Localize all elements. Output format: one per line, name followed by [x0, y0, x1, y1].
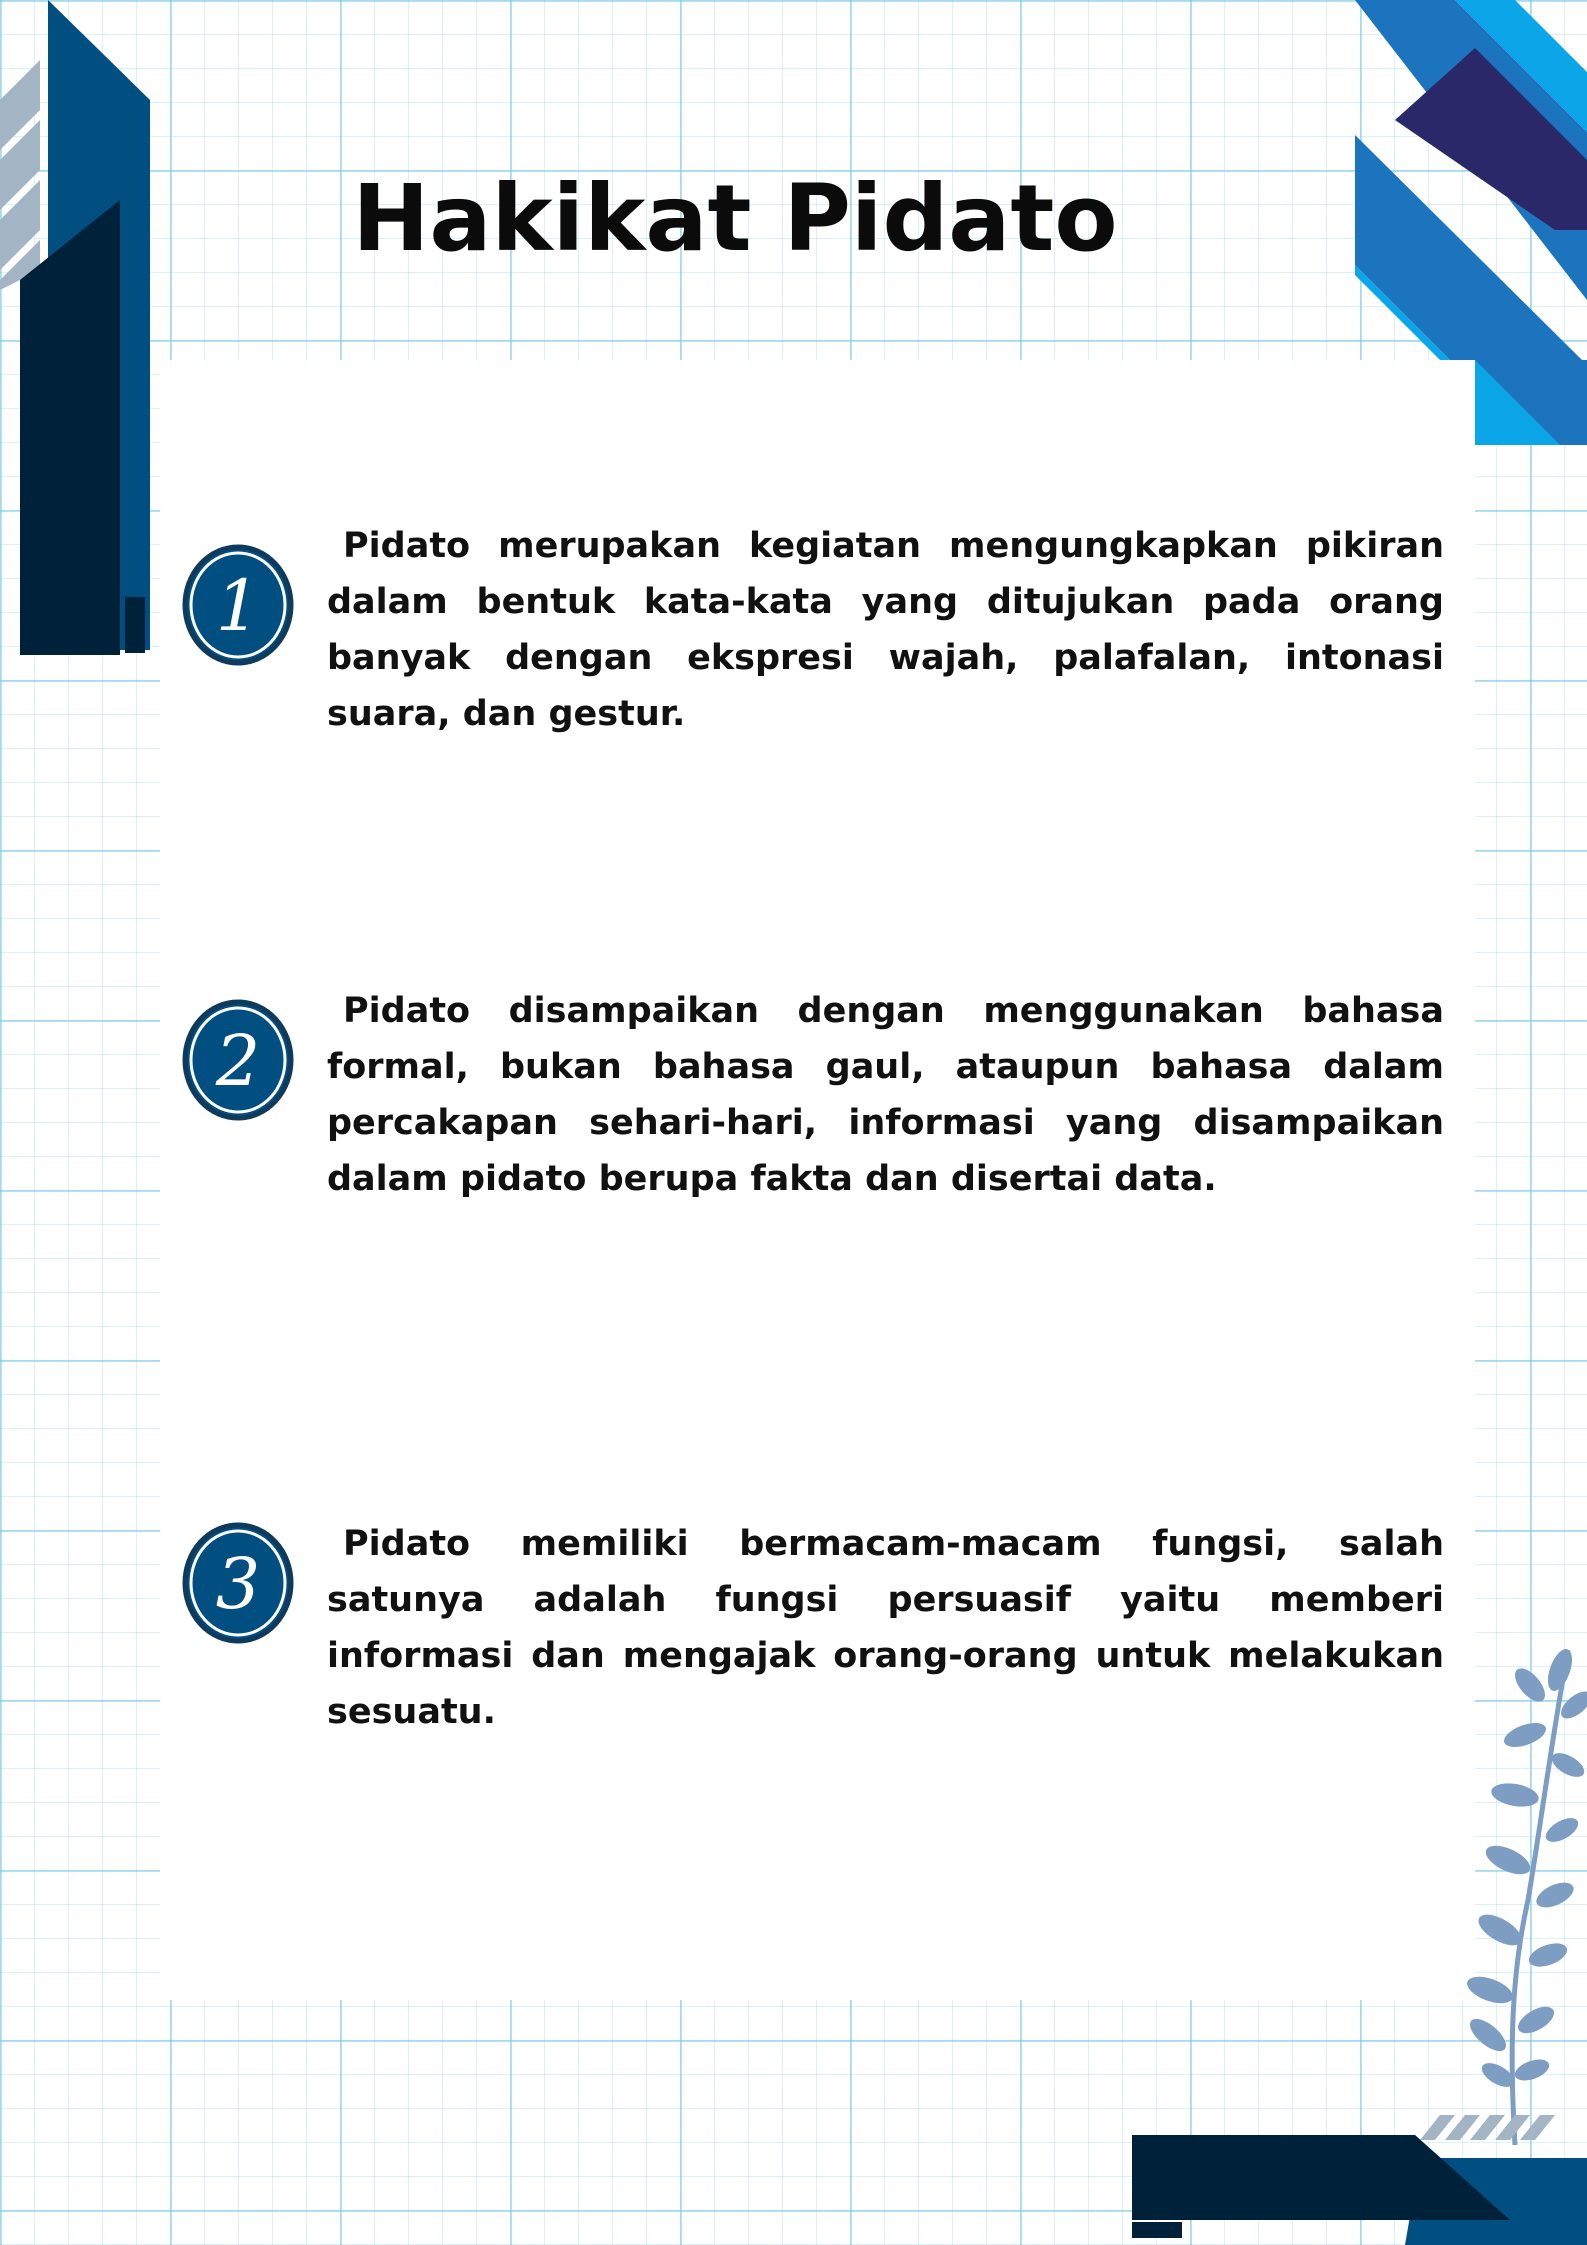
leaf-branch-illustration	[1440, 1630, 1587, 2150]
point-text-3: Pidato memiliki bermacam-macam fungsi, salah satunya adalah fungsi persuasif yaitu memberi informasi dan mengajak orang-orang untuk melakukan sesuatu.	[327, 1524, 1444, 1732]
number-badge-2	[178, 995, 298, 1125]
top-left-decoration	[0, 0, 160, 670]
point-text-1: Pidato merupakan kegiatan mengungkapkan pikiran dalam bentuk kata-kata yang ditujukan pada orang banyak dengan ekspresi wajah, palafalan, intonasi suara, dan gestur.	[327, 526, 1444, 734]
badge-number: 2	[215, 1020, 261, 1102]
point-text-2: Pidato disampaikan dengan menggunakan bahasa formal, bukan bahasa gaul, ataupun bahasa dalam percakapan sehari-hari, informasi yang disampaikan dalam pidato berupa fakta dan disertai data.	[327, 991, 1444, 1199]
bottom-right-decoration	[1130, 2110, 1587, 2245]
page-title: Hakikat Pidato	[352, 165, 1118, 272]
number-badge-1	[178, 540, 298, 670]
number-badge-3	[178, 1518, 298, 1648]
badge-number: 1	[215, 565, 261, 647]
badge-number: 3	[215, 1543, 261, 1625]
